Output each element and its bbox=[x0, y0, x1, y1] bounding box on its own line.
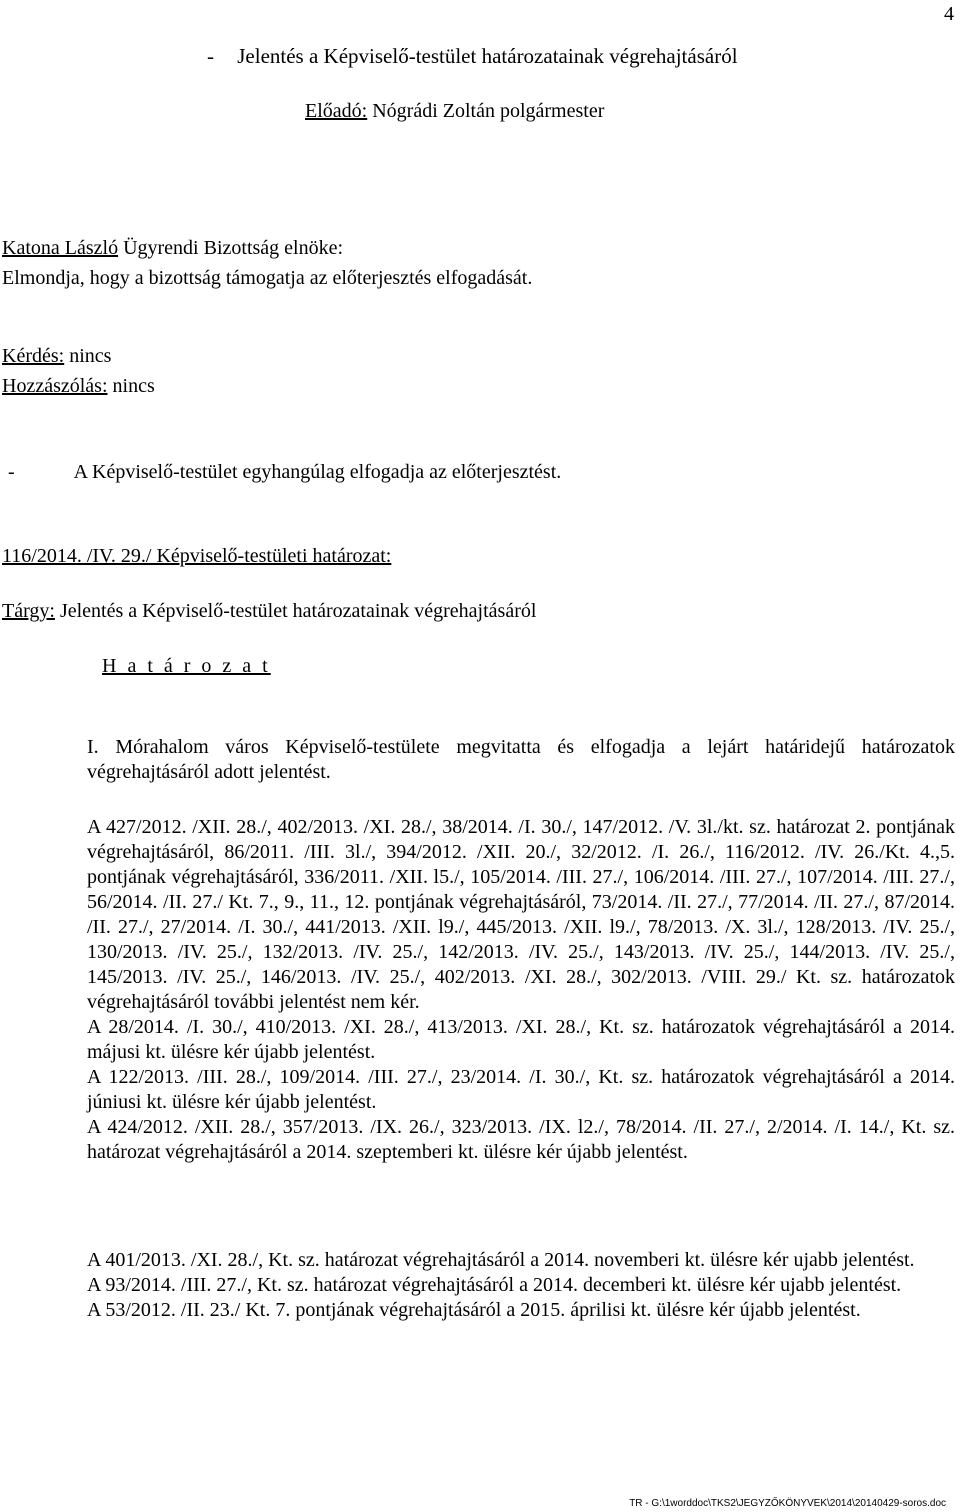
report-not-required-paragraph: A 427/2012. /XII. 28./, 402/2013. /XI. 28./, 38/2014. /I. 30./, 147/2012. /V. 3l./kt. sz. határozat 2. pontjának végrehajtásáról, 86/2011. /III. 3l./, 394/2012. /XII. 20./, 32/2012. /I. 26./, 116/2012. /IV. 26./Kt. 4.,5. pontjának végrehajtásáról, 336/2011. /XII. l5./, 105/2014. /III. 27./, 106/2014. /III. 27./, 107/2014. /III. 27./, 56/2014. /II. 27./ Kt. 7., 9., 11., 12. pontjának végrehajtásáról, 73/2014. /II. 27./, 77/2014. /II. 27./, 87/2014. /II. 27./, 27/2014. /I. 30./, 441/2013. /XII. l9./, 445/2013. /XII. l9./, 78/2013. /X. 3l./, 128/2013. /IV. 25./, 130/2013. /IV. 25./, 132/2013. /IV. 25./, 142/2013. /IV. 25./, 143/2013. /IV. 25./, 144/2013. /IV. 25./, 145/2013. /IV. 25./, 146/2013. /IV. 25./, 402/2013. /XI. 28./, 302/2013. /VIII. 29./ Kt. sz. határozatok végrehajtásáról további jelentést nem kér. bbox=[87, 816, 955, 1013]
agenda-dash: - bbox=[207, 44, 214, 68]
vote-text: A Képviselő-testület egyhangúlag elfogadja az előterjesztést. bbox=[73, 461, 562, 483]
agenda-title: Jelentés a Képviselő-testület határozatainak végrehajtásáról bbox=[237, 44, 738, 68]
presenter-name: Nógrádi Zoltán polgármester bbox=[367, 100, 605, 122]
committee-chair-name: Katona László bbox=[2, 237, 119, 259]
resolution-number: 116/2014. /IV. 29./ Képviselő-testületi határozat: bbox=[2, 545, 392, 567]
question-label: Kérdés: bbox=[2, 345, 65, 367]
presenter-label: Előadó: bbox=[305, 100, 368, 122]
report-september-paragraph: A 424/2012. /XII. 28./, 357/2013. /IX. 26./, 323/2013. /IX. l2./, 78/2014. /II. 27./, 2/2014. /I. 14./, Kt. sz. határozat végrehajtásáról a 2014. szeptemberi kt. ülésre kér újabb jelentést. bbox=[87, 1116, 955, 1163]
resolution-body-late bbox=[87, 1248, 955, 1323]
committee-statement: Elmondja, hogy a bizottság támogatja az előterjesztés elfogadását. bbox=[2, 267, 533, 289]
resolution-body bbox=[87, 735, 955, 785]
page-number: 4 bbox=[944, 3, 954, 25]
question-value: nincs bbox=[64, 345, 112, 367]
comment-label: Hozzászólás: bbox=[2, 375, 108, 397]
agenda-item bbox=[207, 44, 738, 69]
report-may-paragraph: A 28/2014. /I. 30./, 410/2013. /XI. 28./, 413/2013. /XI. 28./, Kt. sz. határozatok végrehajtásáról a 2014. májusi kt. ülésre kér újabb jelentést. bbox=[87, 1016, 955, 1063]
resolution-body-list bbox=[87, 815, 955, 1165]
committee-line bbox=[2, 236, 343, 261]
footer-file-path: TR - G:\1worddoc\TKS2\JEGYZŐKÖNYVEK\2014\20140429-soros.doc bbox=[629, 1498, 946, 1509]
vote-dash: - bbox=[8, 461, 15, 483]
presenter-line bbox=[305, 99, 604, 124]
subject-label: Tárgy: bbox=[2, 600, 55, 622]
committee-chair-role: Ügyrendi Bizottság elnöke: bbox=[118, 237, 344, 259]
report-december-paragraph: A 93/2014. /III. 27./, Kt. sz. határozat végrehajtásáról a 2014. decemberi kt. ülésre kér ujabb jelentést. bbox=[87, 1274, 902, 1296]
resolution-subject bbox=[2, 599, 536, 624]
question-line bbox=[2, 344, 111, 369]
subject-text: Jelentés a Képviselő-testület határozatainak végrehajtásáról bbox=[54, 600, 537, 622]
report-june-paragraph: A 122/2013. /III. 28./, 109/2014. /III. 27./, 23/2014. /I. 30./, Kt. sz. határozatok végrehajtásáról a 2014. júniusi kt. ülésre kér újabb jelentést. bbox=[87, 1066, 955, 1113]
resolution-heading: H a t á r o z a t bbox=[102, 655, 271, 677]
report-april-paragraph: A 53/2012. /II. 23./ Kt. 7. pontjának végrehajtásáról a 2015. áprilisi kt. ülésre kér újabb jelentést. bbox=[87, 1299, 861, 1321]
vote-line bbox=[8, 460, 561, 485]
report-november-paragraph: A 401/2013. /XI. 28./, Kt. sz. határozat végrehajtásáról a 2014. novemberi kt. ülésre kér ujabb jelentést. bbox=[87, 1249, 915, 1271]
comment-value: nincs bbox=[107, 375, 155, 397]
resolution-paragraph: I. Mórahalom város Képviselő-testülete megvitatta és elfogadja a lejárt határidejű határozatok végrehajtásáról adott jelentést. bbox=[87, 736, 955, 783]
comment-line bbox=[2, 374, 155, 399]
